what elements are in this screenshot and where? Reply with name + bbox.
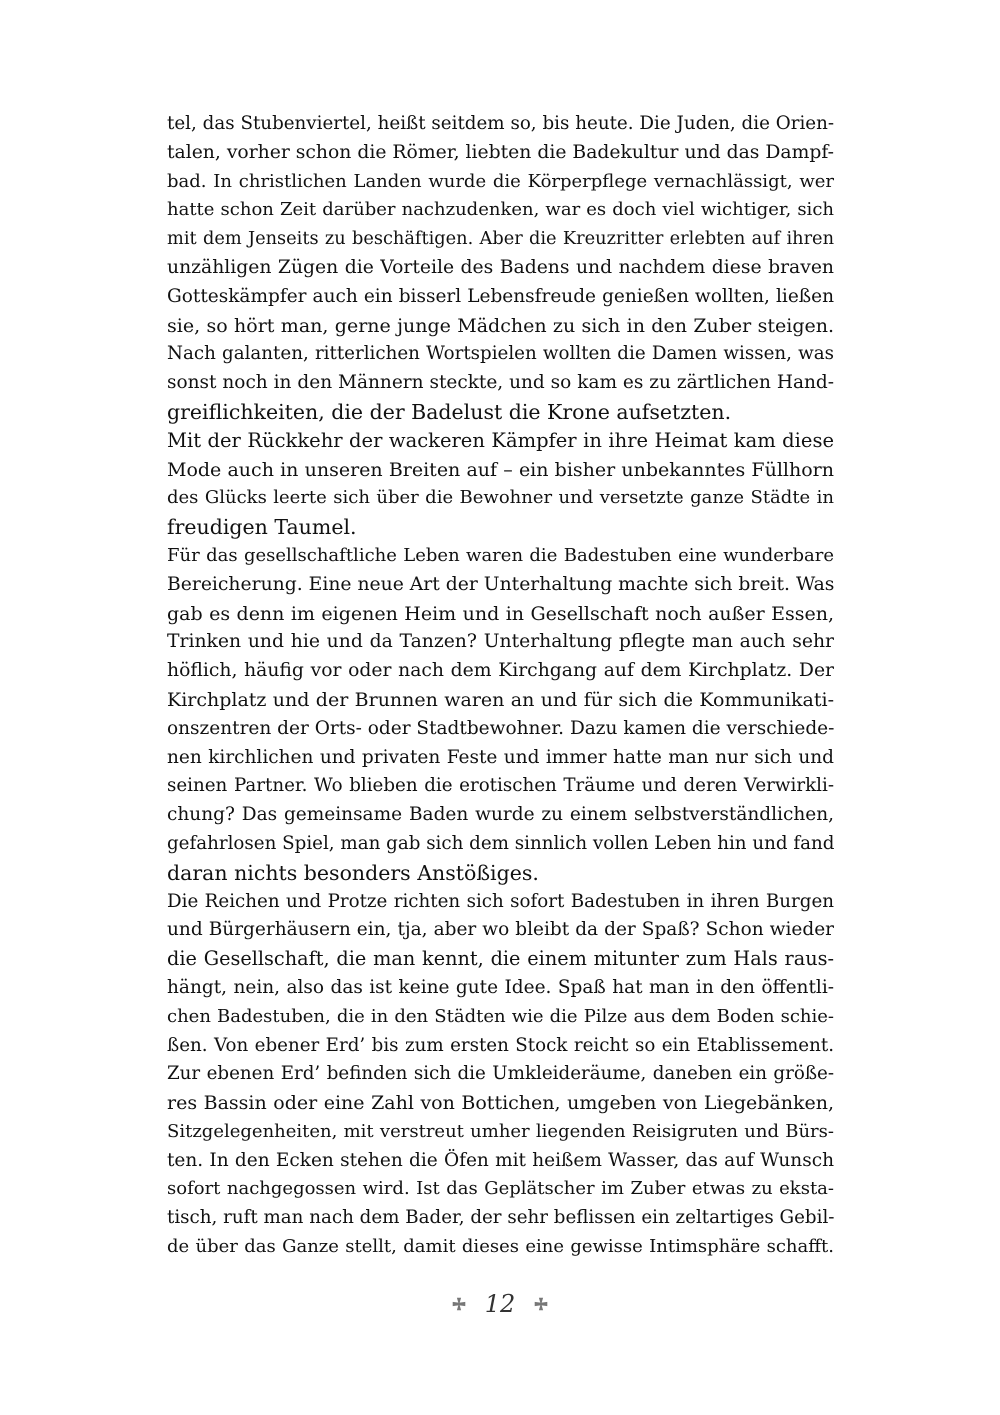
text-line: mit dem Jenseits zu beschäftigen. Aber die Kreuzritter erlebten auf ihren [167,229,834,250]
body-text [167,110,834,1262]
text-line: höflich, häufig vor oder nach dem Kirchgang auf dem Kirchplatz. Der [167,660,834,682]
text-line: sonst noch in den Männern steckte, und so kam es zu zärtlichen Hand- [167,372,834,394]
text-line: tisch, ruft man nach dem Bader, der sehr beflissen ein zeltartiges Gebil- [167,1207,835,1229]
text-line: greiflichkeiten, die der Badelust die Krone aufsetzten. [167,399,732,424]
text-line: ten. In den Ecken stehen die Öfen mit heißem Wasser, das auf Wunsch [167,1149,834,1171]
text-line: talen, vorher schon die Römer, liebten die Badekultur und das Dampf- [167,141,834,163]
text-line: Zur ebenen Erd’ befinden sich die Umkleideräume, daneben ein größe- [167,1063,834,1085]
text-line: Trinken und hie und da Tanzen? Unterhaltung pflegte man auch sehr [167,631,834,653]
text-line: Mit der Rückkehr der wackeren Kämpfer in ihre Heimat kam diese [167,428,834,452]
text-line: hatte schon Zeit darüber nachzudenken, war es doch viel wichtiger, sich [167,199,834,221]
text-line: nen kirchlichen und privaten Feste und immer hatte man nur sich und [167,746,834,768]
text-line: gab es denn im eigenen Heim und in Gesellschaft noch außer Essen, [167,602,834,625]
text-line: Mode auch in unseren Breiten auf – ein bisher unbekanntes Füllhorn [167,458,834,481]
text-line: sofort nachgegossen wird. Ist das Geplätscher im Zuber etwas zu eksta- [167,1178,834,1200]
text-line: daran nichts besonders Anstößiges. [167,860,539,885]
text-line: Gotteskämpfer auch ein bisserl Lebensfreude genießen wollten, ließen [167,285,834,307]
text-line: ßen. Von ebener Erd’ bis zum ersten Stock reicht so ein Etablissement. [167,1034,834,1056]
text-line: chung? Das gemeinsame Baden wurde zu einem selbstverständlichen, [167,804,834,826]
text-line: freudigen Taumel. [167,515,357,540]
text-line: Sitzgelegenheiten, mit verstreut umher liegenden Reisigruten und Bürs- [167,1120,834,1142]
page-footer [0,1290,1000,1318]
text-line: Bereicherung. Eine neue Art der Unterhaltung machte sich breit. Was [167,573,835,595]
text-line: die Gesellschaft, die man kennt, die einem mitunter zum Hals raus- [167,947,834,971]
text-line: hängt, nein, also das ist keine gute Idee. Spaß hat man in den öffentli- [167,976,834,998]
text-line: bad. In christlichen Landen wurde die Körperpflege vernachlässigt, wer [167,170,834,192]
text-line: Nach galanten, ritterlichen Wortspielen wollten die Damen wissen, was [167,343,834,365]
text-line: sie, so hört man, gerne junge Mädchen zu sich in den Zuber steigen. [167,314,834,337]
text-line: unzähligen Zügen die Vorteile des Badens und nachdem diese braven [167,256,834,278]
text-line: Für das gesellschaftliche Leben waren die Badestuben eine wunderbare [167,544,834,566]
text-line: und Bürgerhäusern ein, tja, aber wo bleibt da der Spaß? Schon wieder [167,919,834,941]
text-line: Kirchplatz und der Brunnen waren an und für sich die Kommunikati- [167,688,834,711]
text-line: des Glücks leerte sich über die Bewohner und versetzte ganze Städte in [167,487,834,509]
text-line: seinen Partner. Wo blieben die erotischen Träume und deren Verwirkli- [167,775,834,797]
text-line: chen Badestuben, die in den Städten wie die Pilze aus dem Boden schie- [167,1005,834,1027]
text-line: res Bassin oder eine Zahl von Bottichen, umgeben von Liegebänken, [167,1092,834,1115]
cross-pattee-icon [452,1297,466,1311]
text-line: tel, das Stubenviertel, heißt seitdem so, bis heute. Die Juden, die Orien- [167,113,834,134]
text-line: de über das Ganze stellt, damit dieses eine gewisse Intimsphäre schafft. [167,1236,834,1258]
text-line: onszentren der Orts- oder Stadtbewohner. Dazu kamen die verschiede- [167,717,835,739]
text-line: gefahrlosen Spiel, man gab sich dem sinnlich vollen Leben hin und fand [167,832,835,854]
page-number: 12 [484,1290,516,1318]
cross-pattee-icon [534,1297,548,1311]
text-line: Die Reichen und Protze richten sich sofort Badestuben in ihren Burgen [167,890,834,912]
